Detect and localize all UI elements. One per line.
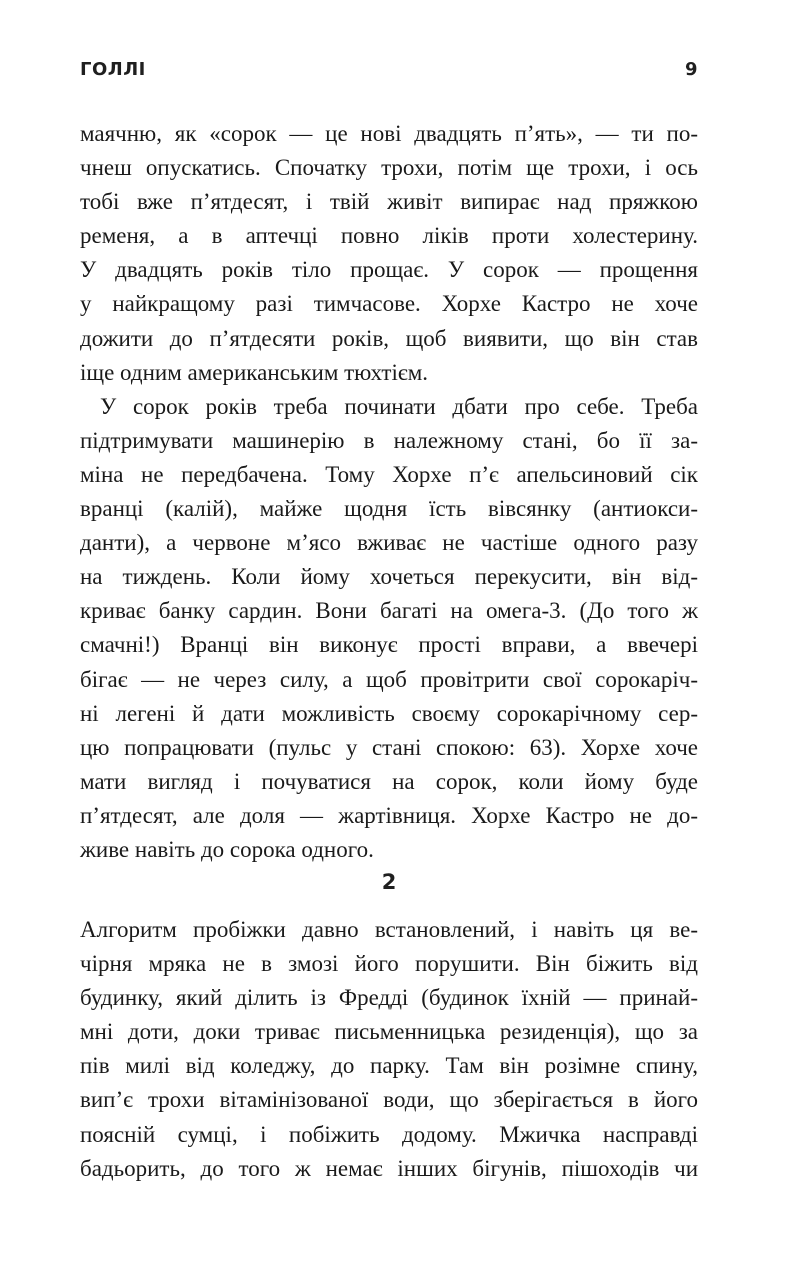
text-line: іще одним американським тюхтієм. (80, 359, 429, 385)
text-line: У сорок років треба починати дбати про себе. Треба (100, 393, 698, 419)
text-line: мати вигляд і почуватися на сорок, коли йому буде (80, 768, 698, 794)
text-line: на тиждень. Коли йому хочеться перекусити, він від- (80, 564, 698, 590)
text-line: п’ятдесят, але доля — жартівниця. Хорхе Кастро не до- (80, 802, 698, 828)
text-line: цю попрацювати (пульс у стані спокою: 63). Хорхе хоче (80, 734, 698, 760)
text-line: чнеш опускатись. Спочатку трохи, потім ще трохи, і ось (80, 155, 698, 181)
text-line: бадьорить, до того ж немає інших бігунів, пішоходів чи (80, 1155, 698, 1181)
text-line: вранці (калій), майже щодня їсть вівсянку (антиокси- (80, 496, 698, 522)
text-line: У двадцять років тіло прощає. У сорок — прощення (80, 257, 698, 283)
text-line: поясній сумці, і побіжить додому. Мжичка насправді (80, 1121, 698, 1147)
text-line: дожити до п’ятдесяти років, щоб виявити, що він став (80, 325, 698, 351)
text-line: живе навіть до сорока одного. (80, 836, 374, 862)
running-head: ГОЛЛІ (80, 58, 146, 80)
text-block-1 (80, 117, 698, 867)
text-line: будинку, який ділить із Фредді (будинок їхній — принай- (80, 985, 698, 1011)
text-line: маячню, як «сорок — це нові двадцять п’ять», — ти по- (80, 121, 698, 146)
page-number: 9 (684, 58, 698, 80)
text-line: бігає — не через силу, а щоб провітрити свої сорокаріч- (80, 666, 698, 692)
text-line: підтримувати машинерію в належному стані, бо її за- (80, 427, 698, 453)
text-line: данти), а червоне м’ясо вживає не частіше одного разу (80, 530, 698, 556)
text-line: криває банку сардин. Вони багаті на омега-3. (До того ж (80, 598, 698, 624)
text-line: пів милі від коледжу, до парку. Там він розімне спину, (80, 1053, 698, 1079)
section-number: 2 (381, 870, 397, 894)
text-line: міна не передбачена. Тому Хорхе п’є апельсиновий сік (80, 461, 698, 487)
page-header (80, 54, 698, 84)
text-line: у найкращому разі тимчасове. Хорхе Кастро не хоче (80, 291, 698, 317)
text-line: чірня мряка не в змозі його порушити. Він біжить від (80, 951, 698, 977)
text-line: ременя, а в аптечці повно ліків проти холестерину. (80, 223, 698, 249)
text-line: тобі вже п’ятдесят, і твій живіт випирає над пряжкою (80, 189, 698, 215)
text-line: Алгоритм пробіжки давно встановлений, і навіть ця ве- (80, 917, 698, 942)
text-line: смачні!) Вранці він виконує прості вправи, а ввечері (80, 632, 698, 658)
text-line: ні легені й дати можливість своєму сорокарічному сер- (80, 700, 698, 726)
text-line: мні доти, доки триває письменницька резиденція), що за (80, 1019, 698, 1045)
text-block-2 (80, 913, 698, 1186)
text-line: вип’є трохи вітамінізованої води, що зберігається в його (80, 1087, 698, 1113)
